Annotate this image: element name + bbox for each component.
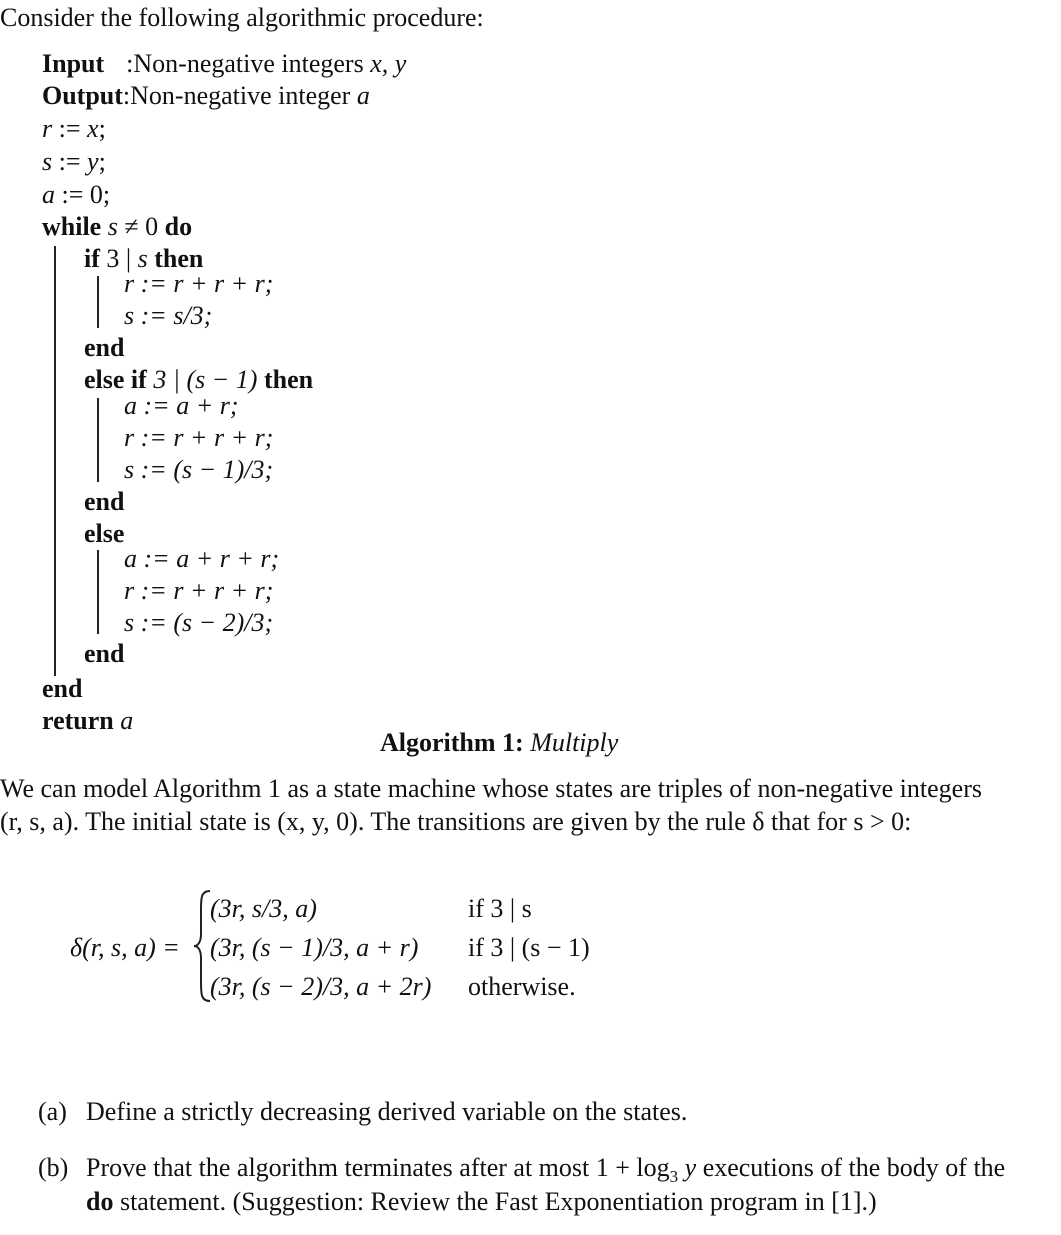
init-a-end: ;: [102, 180, 111, 209]
model-line-1: We can model Algorithm 1 as a state machine whose states are triples of non-negative integers: [0, 774, 982, 803]
question-b-log-base: 3: [669, 1167, 679, 1187]
while-cond-var: s: [107, 212, 118, 241]
init-a-op: :=: [55, 180, 90, 209]
return-line: [42, 705, 133, 737]
else-body-line-1: a := a + r + r;: [124, 544, 280, 573]
output-text: Non-negative integer: [130, 81, 357, 110]
input-vars: x, y: [370, 49, 407, 78]
question-b-do-keyword: do: [86, 1187, 114, 1216]
do-keyword: do: [164, 212, 193, 241]
caption-label: Algorithm 1:: [380, 728, 524, 757]
init-s-end: ;: [98, 147, 106, 176]
else-body-line-2: r := r + r + r;: [124, 576, 274, 605]
case-3-condition: otherwise.: [468, 972, 576, 1001]
return-keyword: return: [42, 706, 121, 735]
else-body-line-3: s := (s − 2)/3;: [124, 608, 274, 637]
if-cond-var: s: [137, 244, 148, 273]
input-line: [42, 48, 406, 80]
case-1-value: (3r, s/3, a): [210, 894, 317, 923]
end-while: end: [42, 674, 83, 703]
while-body-bar: [54, 246, 56, 676]
elseif-body-line-1: a := a + r;: [124, 391, 239, 420]
if-body-line-2: s := s/3;: [124, 301, 213, 330]
delta-lhs: δ(r, s, a) =: [70, 933, 180, 962]
init-line-s: [42, 146, 106, 178]
question-b-post: executions of the body of the: [696, 1153, 1006, 1182]
init-s-lhs: s: [42, 147, 53, 176]
else-line: else: [84, 519, 125, 548]
if-keyword: if: [84, 244, 107, 273]
while-keyword: while: [42, 212, 108, 241]
input-sep: :: [126, 49, 134, 78]
if-body-bar: [97, 276, 99, 328]
end-elseif: end: [84, 487, 125, 516]
init-r-end: ;: [98, 114, 106, 143]
while-line: [42, 211, 192, 243]
elseif-body-line-2: r := r + r + r;: [124, 423, 274, 452]
question-b-pre: Prove that the algorithm terminates after at most 1 + log: [86, 1153, 670, 1182]
question-a-label: (a): [38, 1097, 67, 1126]
case-2-condition: if 3 | (s − 1): [468, 933, 590, 962]
intro-text: Consider the following algorithmic procedure:: [0, 3, 484, 32]
case-2-value: (3r, (s − 1)/3, a + r): [210, 933, 419, 962]
init-line-r: [42, 113, 106, 145]
output-sep: :: [122, 81, 131, 110]
elseif-then-keyword: then: [257, 365, 314, 394]
end-if: end: [84, 333, 125, 362]
case-3-value: (3r, (s − 2)/3, a + 2r): [210, 972, 432, 1001]
else-body-bar: [97, 550, 99, 634]
init-r-lhs: r: [42, 114, 53, 143]
output-line: [42, 80, 370, 112]
init-s-rhs: y: [87, 147, 99, 176]
if-cond-pre: 3 |: [106, 244, 138, 273]
model-line-2: (r, s, a). The initial state is (x, y, 0). The transitions are given by the rule δ that for s > 0:: [0, 807, 912, 836]
question-b-line-2: [86, 1186, 877, 1218]
question-a-text: Define a strictly decreasing derived variable on the states.: [86, 1097, 688, 1126]
question-b-line-2-text: statement. (Suggestion: Review the Fast Exponentiation program in [1].): [113, 1187, 877, 1216]
init-s-op: :=: [52, 147, 88, 176]
while-cond-rest: ≠ 0: [117, 212, 165, 241]
elseif-body-line-3: s := (s − 1)/3;: [124, 455, 274, 484]
init-line-a: [42, 179, 110, 211]
question-b-label: (b): [38, 1153, 69, 1182]
algorithm-caption: [380, 727, 618, 759]
input-text: Non-negative integers: [133, 49, 371, 78]
init-r-op: :=: [52, 114, 88, 143]
then-keyword: then: [147, 244, 204, 273]
output-vars: a: [356, 81, 370, 110]
init-a-lhs: a: [42, 180, 55, 209]
elseif-body-bar: [97, 398, 99, 482]
init-r-rhs: x: [87, 114, 99, 143]
init-a-rhs: 0: [89, 180, 103, 209]
case-1-condition: if 3 | s: [468, 894, 532, 923]
elseif-cond: 3 | (s − 1): [153, 365, 258, 394]
caption-name: Multiply: [530, 728, 619, 757]
input-keyword: Input: [42, 49, 105, 78]
if-body-line-1: r := r + r + r;: [124, 269, 274, 298]
question-b-var: y: [678, 1153, 697, 1182]
output-keyword: Output: [42, 81, 123, 110]
return-var: a: [120, 706, 134, 735]
elseif-keyword: else if: [84, 365, 154, 394]
end-else: end: [84, 639, 125, 668]
